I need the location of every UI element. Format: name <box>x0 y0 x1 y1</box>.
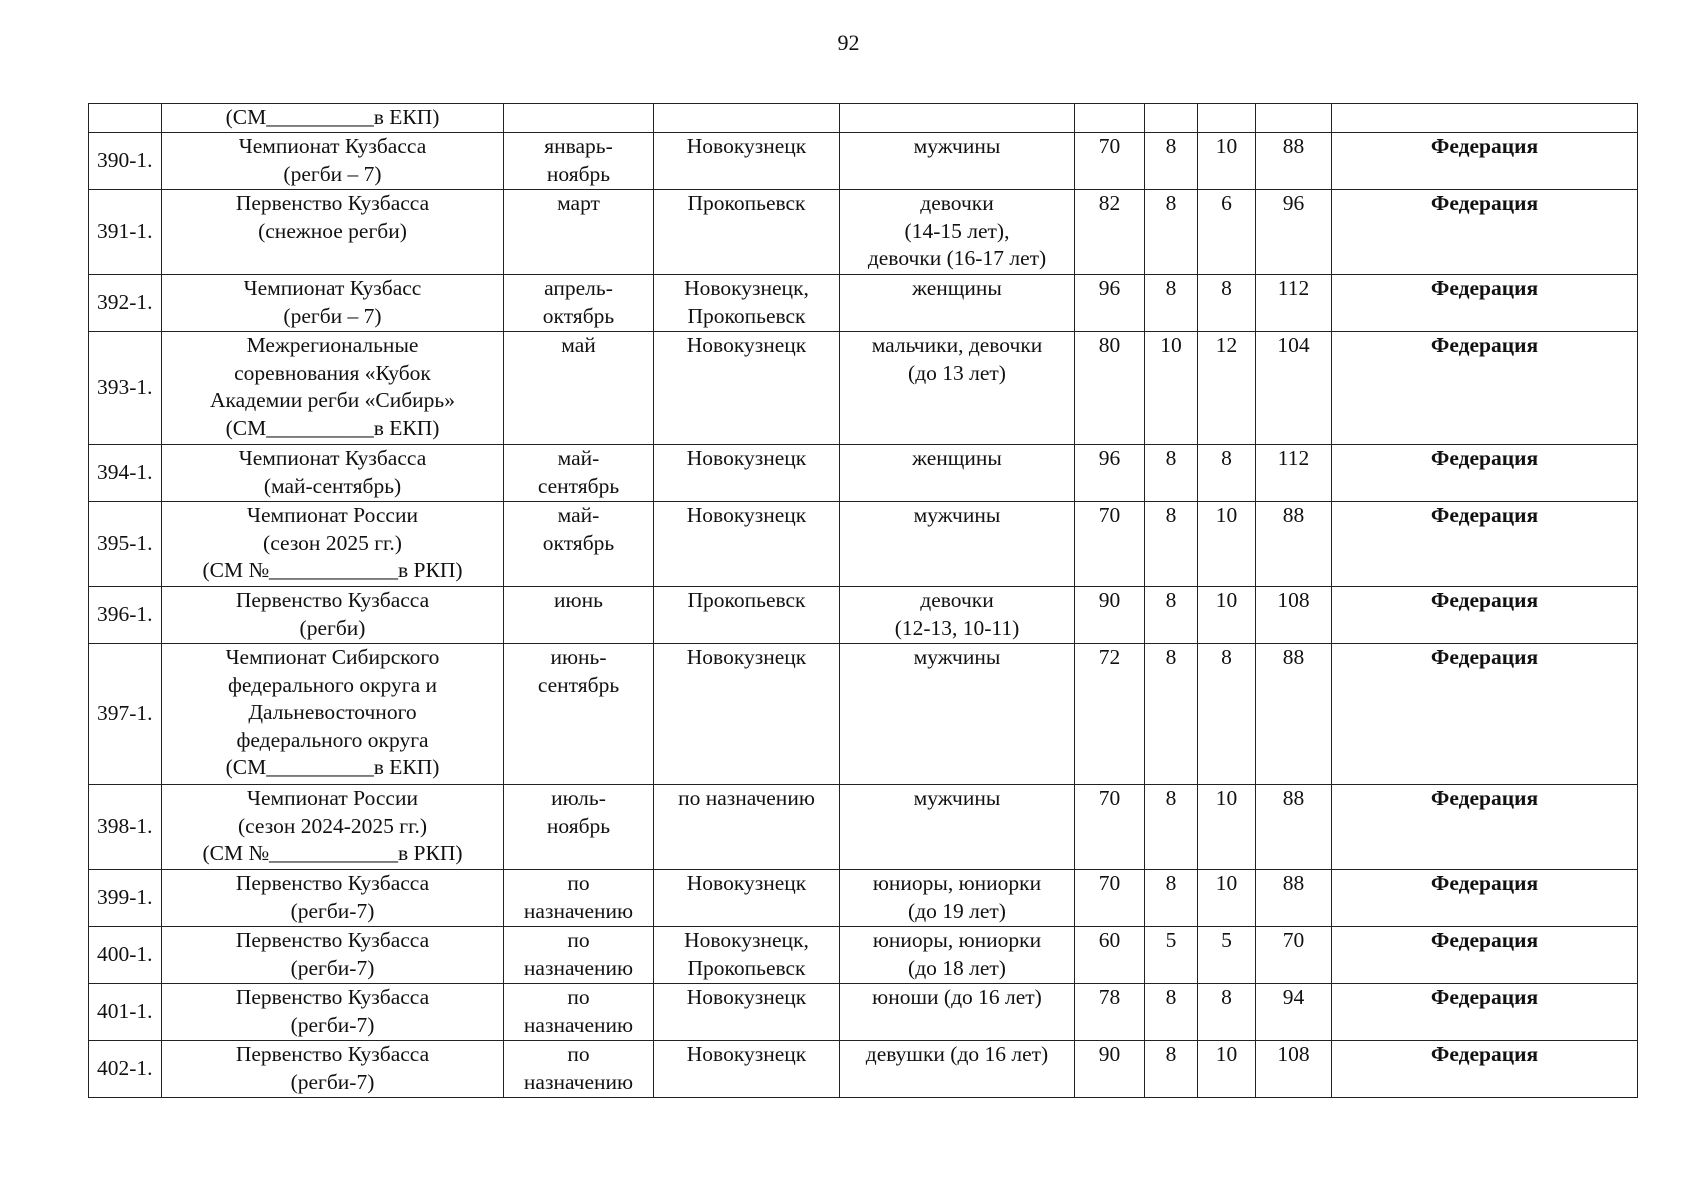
event-participants-cell <box>840 502 1075 587</box>
table-row <box>89 332 1638 445</box>
row-number: 395-1. <box>89 502 162 587</box>
count-cell-total: 88 <box>1256 785 1332 870</box>
event-name-line: Межрегиональные <box>246 333 419 357</box>
event-participants-line: юниоры, юниорки <box>872 928 1042 952</box>
event-participants-line: женщины <box>912 446 1002 470</box>
event-place-cell <box>654 275 840 332</box>
event-place-cell <box>654 104 840 133</box>
count-cell-2: 8 <box>1145 644 1198 785</box>
event-dates-line: ноябрь <box>546 813 611 838</box>
organizer-cell: Федерация <box>1332 587 1638 644</box>
event-place-cell <box>654 190 840 275</box>
event-dates-line: по <box>567 985 590 1009</box>
event-dates-line: назначению <box>523 1012 634 1037</box>
event-participants-line: мальчики, девочки <box>871 333 1043 357</box>
event-dates-cell <box>504 870 654 927</box>
count-cell-1: 78 <box>1075 984 1145 1041</box>
event-name-line: Первенство Кузбасса <box>235 928 430 952</box>
count-cell-3: 10 <box>1198 133 1256 190</box>
event-place-line: Прокопьевск <box>687 303 806 328</box>
event-dates-cell <box>504 1041 654 1098</box>
table-row <box>89 870 1638 927</box>
count-cell-total: 108 <box>1256 1041 1332 1098</box>
count-cell-total <box>1256 104 1332 133</box>
event-dates-line: апрель- <box>544 276 613 300</box>
event-place-cell <box>654 133 840 190</box>
count-cell-1: 70 <box>1075 870 1145 927</box>
event-dates-line: май <box>561 333 596 357</box>
event-name-line: Чемпионат России <box>247 786 418 810</box>
event-dates-cell <box>504 644 654 785</box>
count-cell-2: 5 <box>1145 927 1198 984</box>
event-dates-line: октябрь <box>542 530 615 555</box>
event-place-cell <box>654 870 840 927</box>
table-row <box>89 190 1638 275</box>
event-name-line: (СМ__________в ЕКП) <box>225 755 440 779</box>
event-name-line: (регби-7) <box>290 1012 375 1037</box>
event-participants-line: мужчины <box>913 786 1001 810</box>
count-cell-1: 90 <box>1075 1041 1145 1098</box>
count-cell-3: 6 <box>1198 190 1256 275</box>
organizer-cell: Федерация <box>1332 644 1638 785</box>
count-cell-1: 96 <box>1075 445 1145 502</box>
row-number: 399-1. <box>89 870 162 927</box>
count-cell-2: 8 <box>1145 190 1198 275</box>
count-cell-total: 88 <box>1256 644 1332 785</box>
event-dates-line: назначению <box>523 1069 634 1094</box>
event-name-line: (май-сентябрь) <box>263 473 402 498</box>
event-name-line: (СМ №____________в РКП) <box>202 558 463 582</box>
count-cell-total: 94 <box>1256 984 1332 1041</box>
count-cell-3: 10 <box>1198 785 1256 870</box>
event-name-line: (сезон 2024-2025 гг.) <box>237 813 428 838</box>
row-number: 401-1. <box>89 984 162 1041</box>
event-name-line: Первенство Кузбасса <box>235 191 430 215</box>
event-dates-cell <box>504 587 654 644</box>
event-dates-cell <box>504 984 654 1041</box>
organizer-cell: Федерация <box>1332 133 1638 190</box>
event-participants-cell <box>840 190 1075 275</box>
count-cell-3: 8 <box>1198 984 1256 1041</box>
count-cell-total: 112 <box>1256 275 1332 332</box>
event-name-cell <box>162 587 504 644</box>
table-row <box>89 104 1638 133</box>
event-place-line: Прокопьевск <box>687 191 806 215</box>
organizer-cell: Федерация <box>1332 984 1638 1041</box>
count-cell-3: 10 <box>1198 502 1256 587</box>
event-name-cell <box>162 984 504 1041</box>
count-cell-1: 70 <box>1075 133 1145 190</box>
event-name-line: (регби-7) <box>290 1069 375 1094</box>
organizer-cell: Федерация <box>1332 870 1638 927</box>
count-cell-3: 8 <box>1198 445 1256 502</box>
event-name-line: (регби-7) <box>290 898 375 923</box>
count-cell-2: 8 <box>1145 870 1198 927</box>
event-name-line: (регби) <box>299 615 366 640</box>
count-cell-2: 8 <box>1145 984 1198 1041</box>
event-name-cell <box>162 1041 504 1098</box>
table-row <box>89 1041 1638 1098</box>
event-place-cell <box>654 587 840 644</box>
count-cell-2: 8 <box>1145 785 1198 870</box>
count-cell-2: 10 <box>1145 332 1198 445</box>
event-dates-cell <box>504 927 654 984</box>
event-participants-cell <box>840 984 1075 1041</box>
event-dates-cell <box>504 785 654 870</box>
row-number: 392-1. <box>89 275 162 332</box>
event-name-cell <box>162 870 504 927</box>
event-dates-cell <box>504 133 654 190</box>
table-row <box>89 984 1638 1041</box>
event-participants-line: (до 19 лет) <box>908 898 1006 923</box>
event-place-line: Прокопьевск <box>687 588 806 612</box>
event-name-line: Первенство Кузбасса <box>235 588 430 612</box>
count-cell-1: 70 <box>1075 785 1145 870</box>
row-number: 390-1. <box>89 133 162 190</box>
event-name-line: (регби – 7) <box>283 161 382 186</box>
event-name-cell <box>162 785 504 870</box>
event-dates-line: июль- <box>551 786 606 810</box>
row-number: 402-1. <box>89 1041 162 1098</box>
event-name-line: (регби-7) <box>290 955 375 980</box>
event-name-line: Первенство Кузбасса <box>235 985 430 1009</box>
row-number: 396-1. <box>89 587 162 644</box>
organizer-cell: Федерация <box>1332 1041 1638 1098</box>
event-participants-line: девочки <box>920 191 994 215</box>
event-place-cell <box>654 1041 840 1098</box>
events-table <box>88 103 1638 1098</box>
event-name-line: (снежное регби) <box>258 218 407 243</box>
table-body <box>89 104 1638 1098</box>
row-number: 397-1. <box>89 644 162 785</box>
row-number: 400-1. <box>89 927 162 984</box>
event-participants-line: мужчины <box>913 645 1001 669</box>
event-participants-cell <box>840 133 1075 190</box>
event-participants-cell <box>840 332 1075 445</box>
count-cell-1: 90 <box>1075 587 1145 644</box>
organizer-cell: Федерация <box>1332 332 1638 445</box>
event-participants-cell <box>840 445 1075 502</box>
event-name-line: (СМ №____________в РКП) <box>202 841 463 865</box>
count-cell-total: 96 <box>1256 190 1332 275</box>
event-participants-line: женщины <box>912 276 1002 300</box>
event-dates-line: июнь <box>554 588 603 612</box>
event-participants-line: (до 13 лет) <box>908 360 1006 385</box>
row-number: 398-1. <box>89 785 162 870</box>
event-place-line: Новокузнецк <box>686 1042 807 1066</box>
event-name-line: Чемпионат Кузбасс <box>243 276 422 300</box>
event-dates-line: по <box>567 871 590 895</box>
event-dates-cell <box>504 190 654 275</box>
count-cell-total: 88 <box>1256 133 1332 190</box>
count-cell-3: 8 <box>1198 644 1256 785</box>
event-dates-line: ноябрь <box>546 161 611 186</box>
event-place-line: Новокузнецк, <box>684 276 809 300</box>
organizer-cell: Федерация <box>1332 190 1638 275</box>
event-dates-line: март <box>557 191 600 215</box>
event-place-cell <box>654 332 840 445</box>
table-row <box>89 502 1638 587</box>
event-name-line: (регби – 7) <box>283 303 382 328</box>
count-cell-3: 10 <box>1198 1041 1256 1098</box>
event-name-line: (СМ__________в ЕКП) <box>225 105 440 129</box>
event-name-cell <box>162 275 504 332</box>
event-place-line: Новокузнецк <box>686 134 807 158</box>
count-cell-3: 12 <box>1198 332 1256 445</box>
event-name-line: Чемпионат Сибирского <box>225 645 440 669</box>
event-place-line: Новокузнецк <box>686 333 807 357</box>
event-dates-line: назначению <box>523 955 634 980</box>
table-row <box>89 275 1638 332</box>
count-cell-1: 96 <box>1075 275 1145 332</box>
count-cell-2 <box>1145 104 1198 133</box>
event-name-line: (сезон 2025 гг.) <box>263 530 402 555</box>
count-cell-1: 82 <box>1075 190 1145 275</box>
count-cell-3: 8 <box>1198 275 1256 332</box>
event-participants-cell <box>840 587 1075 644</box>
event-dates-cell <box>504 332 654 445</box>
event-place-cell <box>654 445 840 502</box>
event-place-line: Новокузнецк <box>686 503 807 527</box>
table-row <box>89 644 1638 785</box>
event-place-line: Новокузнецк <box>686 645 807 669</box>
table-row <box>89 927 1638 984</box>
event-dates-line: октябрь <box>542 303 615 328</box>
page-number: 92 <box>837 30 860 55</box>
event-dates-line: назначению <box>523 898 634 923</box>
count-cell-2: 8 <box>1145 133 1198 190</box>
event-participants-line: (до 18 лет) <box>908 955 1006 980</box>
event-name-cell <box>162 133 504 190</box>
table-row <box>89 785 1638 870</box>
organizer-cell <box>1332 104 1638 133</box>
event-name-line: Дальневосточного <box>248 700 417 724</box>
event-name-cell <box>162 104 504 133</box>
table-row <box>89 587 1638 644</box>
event-participants-cell <box>840 870 1075 927</box>
organizer-cell: Федерация <box>1332 445 1638 502</box>
event-participants-line: мужчины <box>913 134 1001 158</box>
event-name-cell <box>162 445 504 502</box>
event-dates-line: сентябрь <box>537 672 620 697</box>
organizer-cell: Федерация <box>1332 785 1638 870</box>
event-participants-line: (14-15 лет), <box>904 218 1010 243</box>
organizer-cell: Федерация <box>1332 927 1638 984</box>
event-name-line: Первенство Кузбасса <box>235 871 430 895</box>
event-name-line: Академии регби «Сибирь» <box>210 388 455 412</box>
count-cell-2: 8 <box>1145 1041 1198 1098</box>
event-name-line: Чемпионат Кузбасса <box>238 446 427 470</box>
event-place-line: Новокузнецк <box>686 871 807 895</box>
event-place-line: Новокузнецк <box>686 985 807 1009</box>
count-cell-1: 80 <box>1075 332 1145 445</box>
count-cell-total: 112 <box>1256 445 1332 502</box>
row-number <box>89 104 162 133</box>
event-dates-line: январь- <box>544 134 613 158</box>
event-dates-cell <box>504 502 654 587</box>
count-cell-total: 88 <box>1256 502 1332 587</box>
count-cell-1 <box>1075 104 1145 133</box>
count-cell-total: 70 <box>1256 927 1332 984</box>
count-cell-1: 60 <box>1075 927 1145 984</box>
event-participants-cell <box>840 785 1075 870</box>
event-participants-line: (12-13, 10-11) <box>894 615 1020 640</box>
event-name-cell <box>162 644 504 785</box>
count-cell-1: 70 <box>1075 502 1145 587</box>
event-dates-line: по <box>567 1042 590 1066</box>
event-dates-line: сентябрь <box>537 473 620 498</box>
row-number: 393-1. <box>89 332 162 445</box>
event-place-cell <box>654 785 840 870</box>
table-row <box>89 445 1638 502</box>
count-cell-2: 8 <box>1145 445 1198 502</box>
event-dates-cell <box>504 104 654 133</box>
count-cell-total: 108 <box>1256 587 1332 644</box>
count-cell-3: 5 <box>1198 927 1256 984</box>
event-name-cell <box>162 927 504 984</box>
organizer-cell: Федерация <box>1332 275 1638 332</box>
event-participants-cell <box>840 275 1075 332</box>
event-participants-cell <box>840 1041 1075 1098</box>
count-cell-total: 88 <box>1256 870 1332 927</box>
event-place-cell <box>654 502 840 587</box>
event-dates-cell <box>504 445 654 502</box>
event-name-cell <box>162 332 504 445</box>
event-dates-cell <box>504 275 654 332</box>
event-place-cell <box>654 984 840 1041</box>
count-cell-total: 104 <box>1256 332 1332 445</box>
organizer-cell: Федерация <box>1332 502 1638 587</box>
count-cell-2: 8 <box>1145 587 1198 644</box>
event-participants-line: девочки <box>920 588 994 612</box>
event-place-line: Новокузнецк <box>686 446 807 470</box>
count-cell-3 <box>1198 104 1256 133</box>
event-name-line: Первенство Кузбасса <box>235 1042 430 1066</box>
event-name-line: федерального округа и <box>227 672 437 697</box>
event-name-line: федерального округа <box>236 727 429 752</box>
count-cell-2: 8 <box>1145 275 1198 332</box>
event-name-cell <box>162 502 504 587</box>
table-row <box>89 133 1638 190</box>
row-number: 394-1. <box>89 445 162 502</box>
event-participants-cell <box>840 644 1075 785</box>
count-cell-1: 72 <box>1075 644 1145 785</box>
event-participants-line: юниоры, юниорки <box>872 871 1042 895</box>
event-participants-cell <box>840 927 1075 984</box>
event-dates-line: май- <box>557 503 600 527</box>
event-place-line: Новокузнецк, <box>684 928 809 952</box>
event-place-line: Прокопьевск <box>687 955 806 980</box>
event-participants-cell <box>840 104 1075 133</box>
event-place-cell <box>654 927 840 984</box>
event-name-line: (СМ__________в ЕКП) <box>225 415 440 440</box>
event-participants-line: мужчины <box>913 503 1001 527</box>
event-participants-line: юноши (до 16 лет) <box>872 985 1042 1009</box>
count-cell-2: 8 <box>1145 502 1198 587</box>
event-name-line: Чемпионат Кузбасса <box>238 134 427 158</box>
row-number: 391-1. <box>89 190 162 275</box>
event-dates-line: по <box>567 928 590 952</box>
count-cell-3: 10 <box>1198 587 1256 644</box>
event-name-line: Чемпионат России <box>247 503 418 527</box>
count-cell-3: 10 <box>1198 870 1256 927</box>
event-dates-line: май- <box>557 446 600 470</box>
event-place-cell <box>654 644 840 785</box>
event-name-cell <box>162 190 504 275</box>
event-dates-line: июнь- <box>550 645 607 669</box>
event-participants-line: девочки (16-17 лет) <box>867 246 1047 270</box>
event-participants-line: девушки (до 16 лет) <box>865 1042 1049 1066</box>
event-place-line: по назначению <box>678 786 815 810</box>
event-name-line: соревнования «Кубок <box>234 360 431 385</box>
